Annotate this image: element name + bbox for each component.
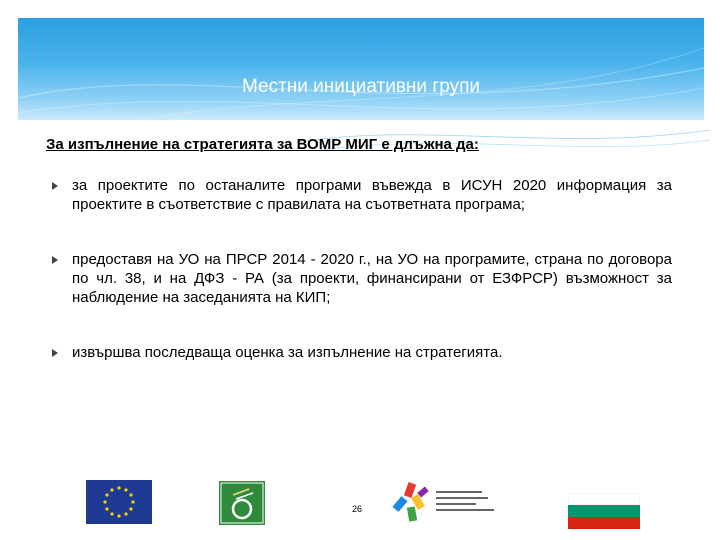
bulgarian-flag-icon xyxy=(568,493,640,529)
eu-flag-icon xyxy=(86,480,152,524)
rural-development-program-logo-icon xyxy=(388,481,508,525)
bullet-arrow-icon xyxy=(52,182,58,190)
bullet-item xyxy=(52,250,672,307)
bullet-list xyxy=(52,176,672,398)
slide-title: Местни инициативни групи xyxy=(241,76,481,97)
title-banner xyxy=(18,18,704,120)
section-heading: За изпълнение на стратегията за ВОМР МИГ е длъжна да: xyxy=(46,136,479,153)
bullet-item xyxy=(52,176,672,214)
page-number: 26 xyxy=(352,504,363,514)
bullet-text: предоставя на УО на ПРСР 2014 - 2020 г., на УО на програмите, страна по договора по чл. 38, и на ДФЗ - РА (за проекти, финансирани от ЕЗФРСР) възможност за наблюдение на заседанията на КИП; xyxy=(72,251,672,306)
bullet-text: за проектите по останалите програми въвежда в ИСУН 2020 информация за проектите в съответствие с правилата на съответната програма; xyxy=(72,177,672,213)
bullet-arrow-icon xyxy=(52,256,58,264)
bullet-item xyxy=(52,343,672,362)
banner-waves xyxy=(18,18,704,120)
bullet-text: извършва последваща оценка за изпълнение на стратегията. xyxy=(72,344,503,361)
bullet-arrow-icon xyxy=(52,349,58,357)
leader-logo-icon xyxy=(219,481,265,525)
